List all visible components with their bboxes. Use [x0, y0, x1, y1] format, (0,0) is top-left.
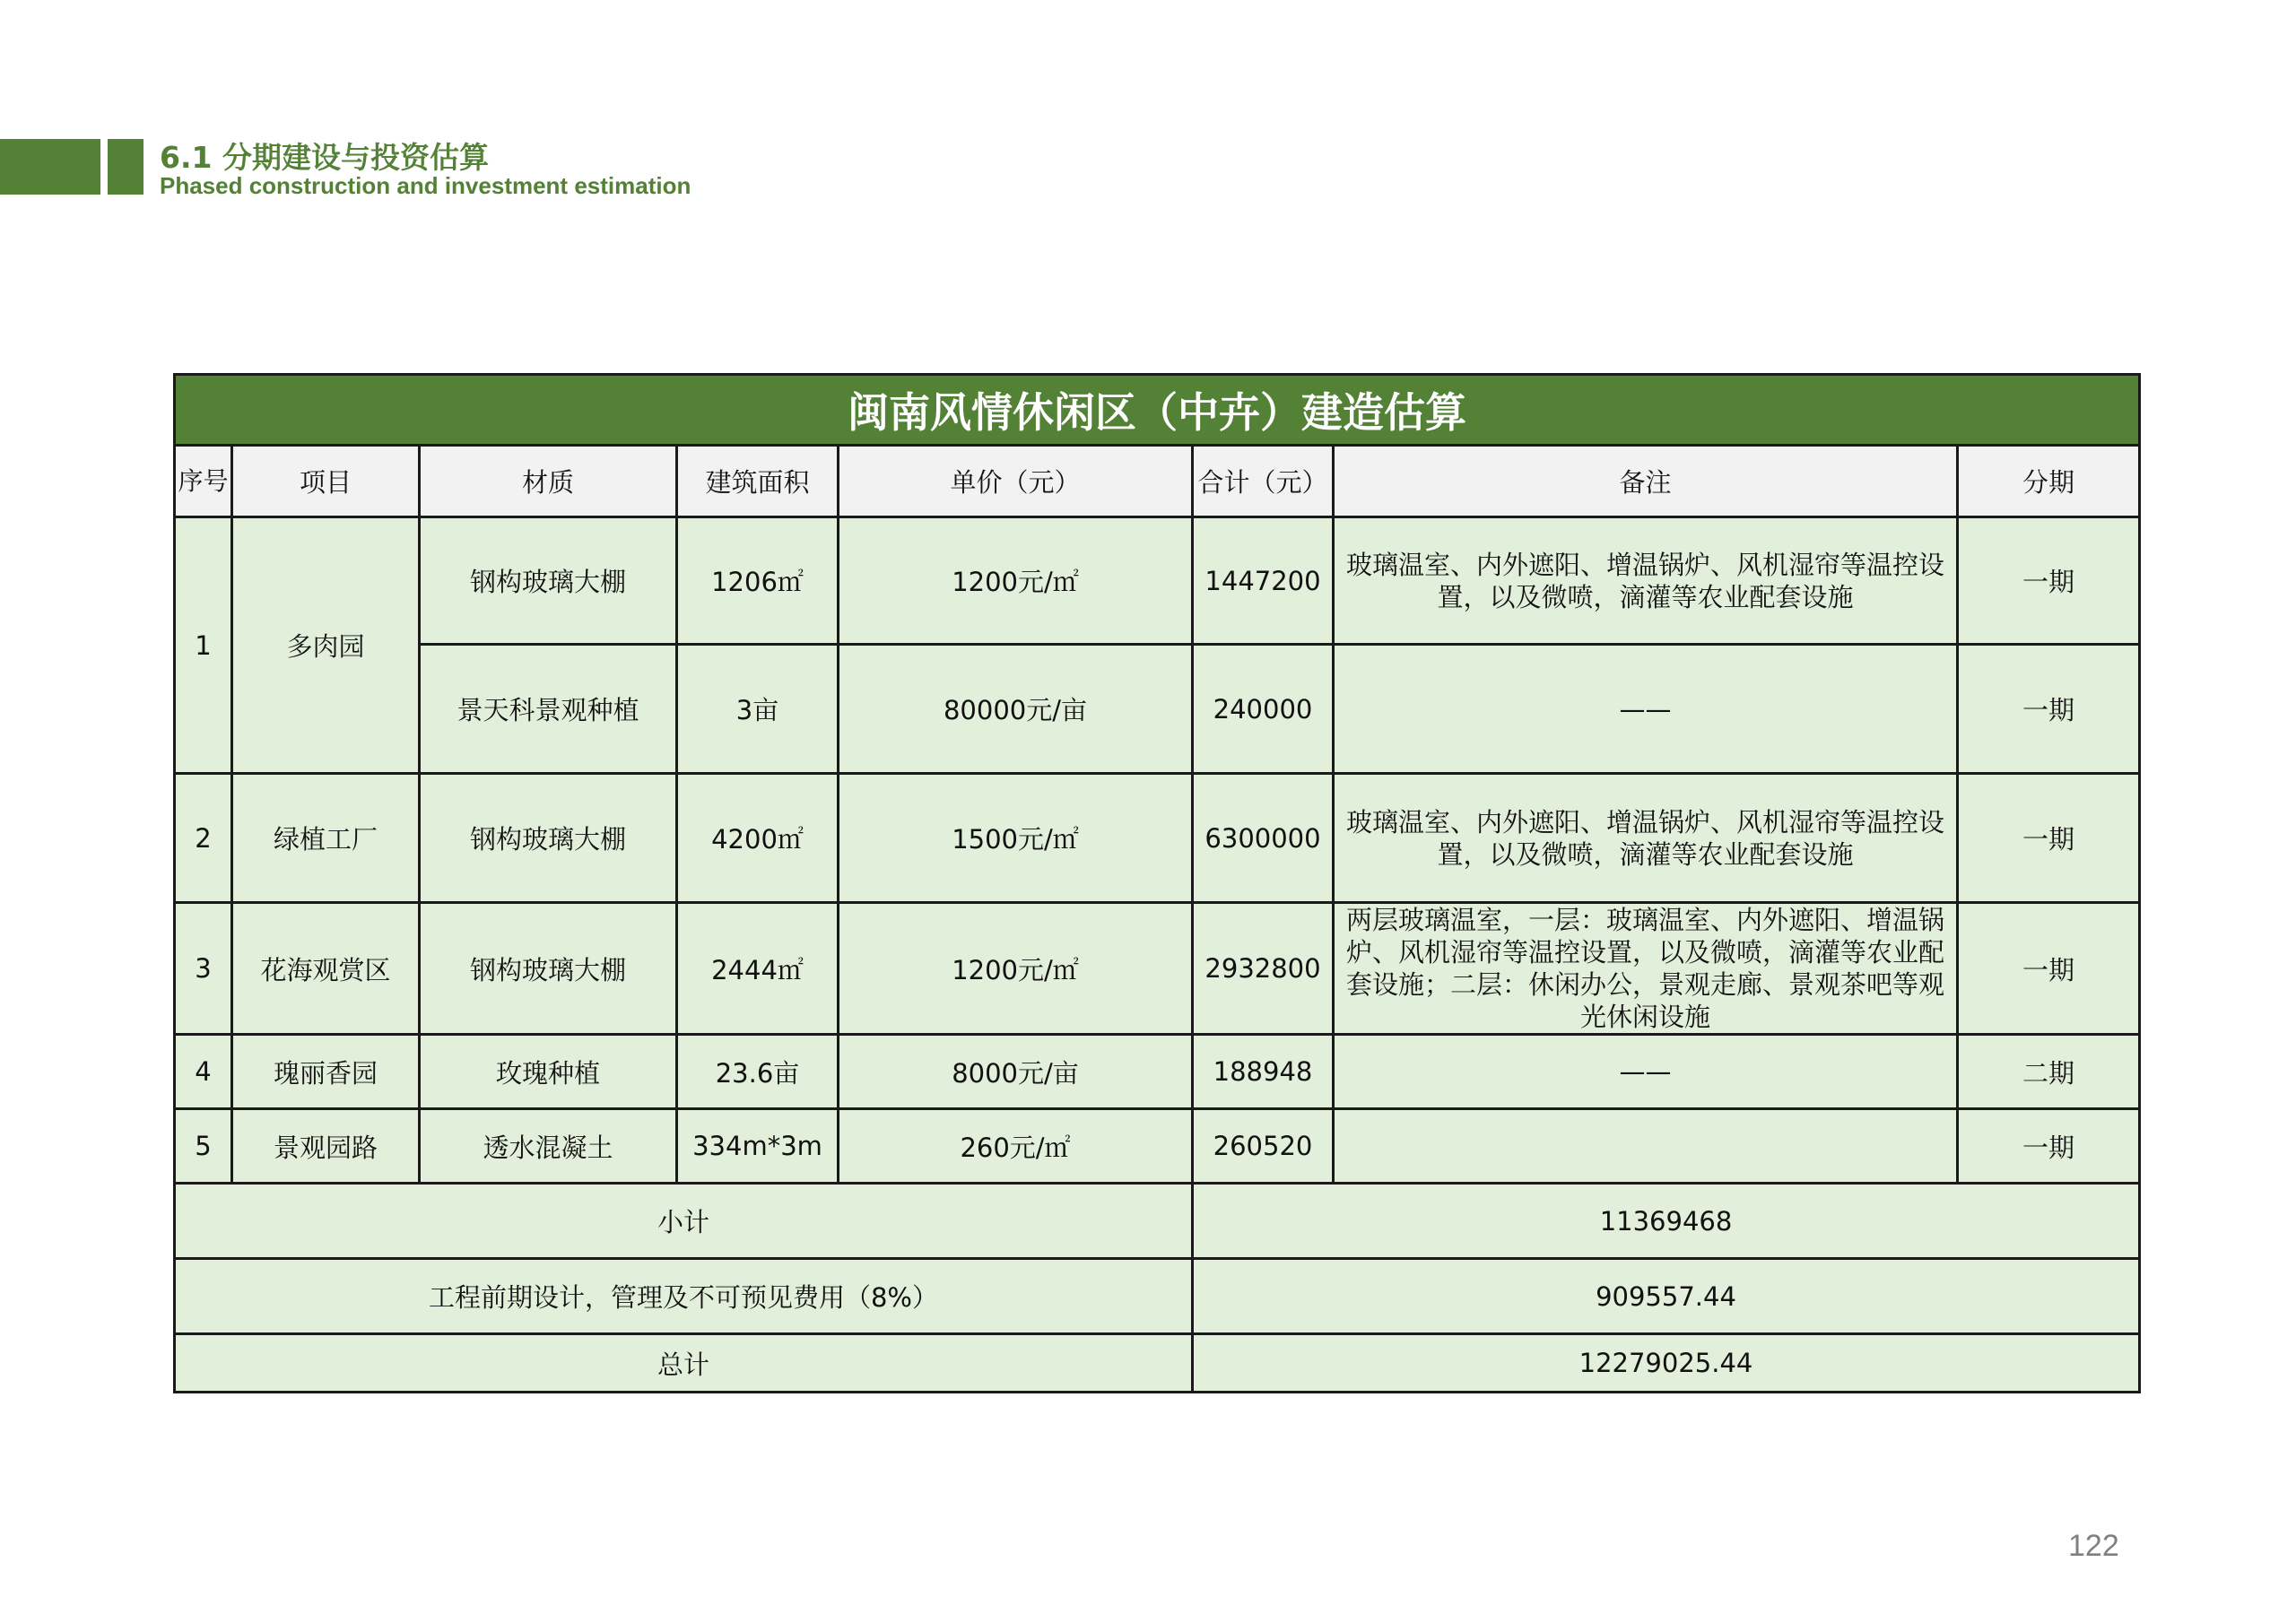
cell-unit-price: 1500元/㎡: [839, 774, 1193, 903]
page-number: 122: [2068, 1529, 2119, 1563]
cell-note: 两层玻璃温室，一层：玻璃温室、内外遮阳、增温锅炉、风机湿帘等温控设置，以及微喷，滴灌等农业配套设施；二层：休闲办公，景观走廊、景观茶吧等观光休闲设施: [1334, 903, 1958, 1035]
table-row: [175, 1109, 2140, 1184]
cell-note: ——: [1334, 1035, 1958, 1109]
cell-area: 23.6亩: [677, 1035, 839, 1109]
cell-total: 188948: [1193, 1035, 1334, 1109]
cell-unit-price: 80000元/亩: [839, 645, 1193, 774]
table-row: [175, 903, 2140, 1035]
summary-row-subtotal: [175, 1184, 2140, 1259]
cell-unit-price: 1200元/㎡: [839, 517, 1193, 645]
cell-project: 多肉园: [232, 517, 420, 774]
section-title: 6.1 分期建设与投资估算: [160, 140, 489, 175]
cell-project: 景观园路: [232, 1109, 420, 1184]
cell-note: 玻璃温室、内外遮阳、增温锅炉、风机湿帘等温控设置，以及微喷，滴灌等农业配套设施: [1334, 517, 1958, 645]
cell-project: 花海观赏区: [232, 903, 420, 1035]
cell-seq: 2: [175, 774, 232, 903]
cell-project: 绿植工厂: [232, 774, 420, 903]
cell-seq: 4: [175, 1035, 232, 1109]
cell-total: 240000: [1193, 645, 1334, 774]
col-header-phase: 分期: [1958, 446, 2140, 517]
cell-total: 1447200: [1193, 517, 1334, 645]
cell-area: 1206㎡: [677, 517, 839, 645]
estimate-table: [173, 373, 2141, 1393]
cell-phase: 一期: [1958, 903, 2140, 1035]
section-subtitle: Phased construction and investment estimation: [160, 172, 691, 199]
cell-phase: 一期: [1958, 645, 2140, 774]
col-header-area: 建筑面积: [677, 446, 839, 517]
cell-area: 334m*3m: [677, 1109, 839, 1184]
table-row: [175, 774, 2140, 903]
summary-label: 工程前期设计，管理及不可预见费用（8%）: [175, 1259, 1193, 1334]
cell-project: 瑰丽香园: [232, 1035, 420, 1109]
cell-material: 钢构玻璃大棚: [420, 517, 677, 645]
cell-area: 2444㎡: [677, 903, 839, 1035]
table-row: [175, 517, 2140, 645]
cell-seq: 1: [175, 517, 232, 774]
summary-value: 12279025.44: [1193, 1334, 2140, 1393]
col-header-note: 备注: [1334, 446, 1958, 517]
cell-seq: 5: [175, 1109, 232, 1184]
cell-seq: 3: [175, 903, 232, 1035]
table-row: [175, 1035, 2140, 1109]
col-header-total: 合计（元）: [1193, 446, 1334, 517]
summary-value: 11369468: [1193, 1184, 2140, 1259]
cell-phase: 一期: [1958, 774, 2140, 903]
cell-note: [1334, 1109, 1958, 1184]
header-accent-bar-large: [0, 139, 100, 195]
cell-total: 2932800: [1193, 903, 1334, 1035]
summary-label: 小计: [175, 1184, 1193, 1259]
summary-value: 909557.44: [1193, 1259, 2140, 1334]
cell-material: 钢构玻璃大棚: [420, 774, 677, 903]
cell-material: 钢构玻璃大棚: [420, 903, 677, 1035]
cell-unit-price: 8000元/亩: [839, 1035, 1193, 1109]
cell-phase: 一期: [1958, 1109, 2140, 1184]
cell-area: 4200㎡: [677, 774, 839, 903]
cell-material: 透水混凝土: [420, 1109, 677, 1184]
cell-total: 6300000: [1193, 774, 1334, 903]
summary-label: 总计: [175, 1334, 1193, 1393]
cell-material: 玫瑰种植: [420, 1035, 677, 1109]
cell-note: 玻璃温室、内外遮阳、增温锅炉、风机湿帘等温控设置，以及微喷，滴灌等农业配套设施: [1334, 774, 1958, 903]
summary-row-grand-total: [175, 1334, 2140, 1393]
table-row: [175, 645, 2140, 774]
cell-material: 景天科景观种植: [420, 645, 677, 774]
col-header-material: 材质: [420, 446, 677, 517]
cell-area: 3亩: [677, 645, 839, 774]
cell-note: ——: [1334, 645, 1958, 774]
cell-unit-price: 1200元/㎡: [839, 903, 1193, 1035]
cell-phase: 二期: [1958, 1035, 2140, 1109]
table-title: 闽南风情休闲区（中卉）建造估算: [175, 375, 2140, 446]
cell-unit-price: 260元/㎡: [839, 1109, 1193, 1184]
cell-total: 260520: [1193, 1109, 1334, 1184]
col-header-seq: 序号: [175, 446, 232, 517]
summary-row-fees: [175, 1259, 2140, 1334]
col-header-unit-price: 单价（元）: [839, 446, 1193, 517]
header-accent-bar-small: [108, 139, 144, 195]
col-header-project: 项目: [232, 446, 420, 517]
cell-phase: 一期: [1958, 517, 2140, 645]
